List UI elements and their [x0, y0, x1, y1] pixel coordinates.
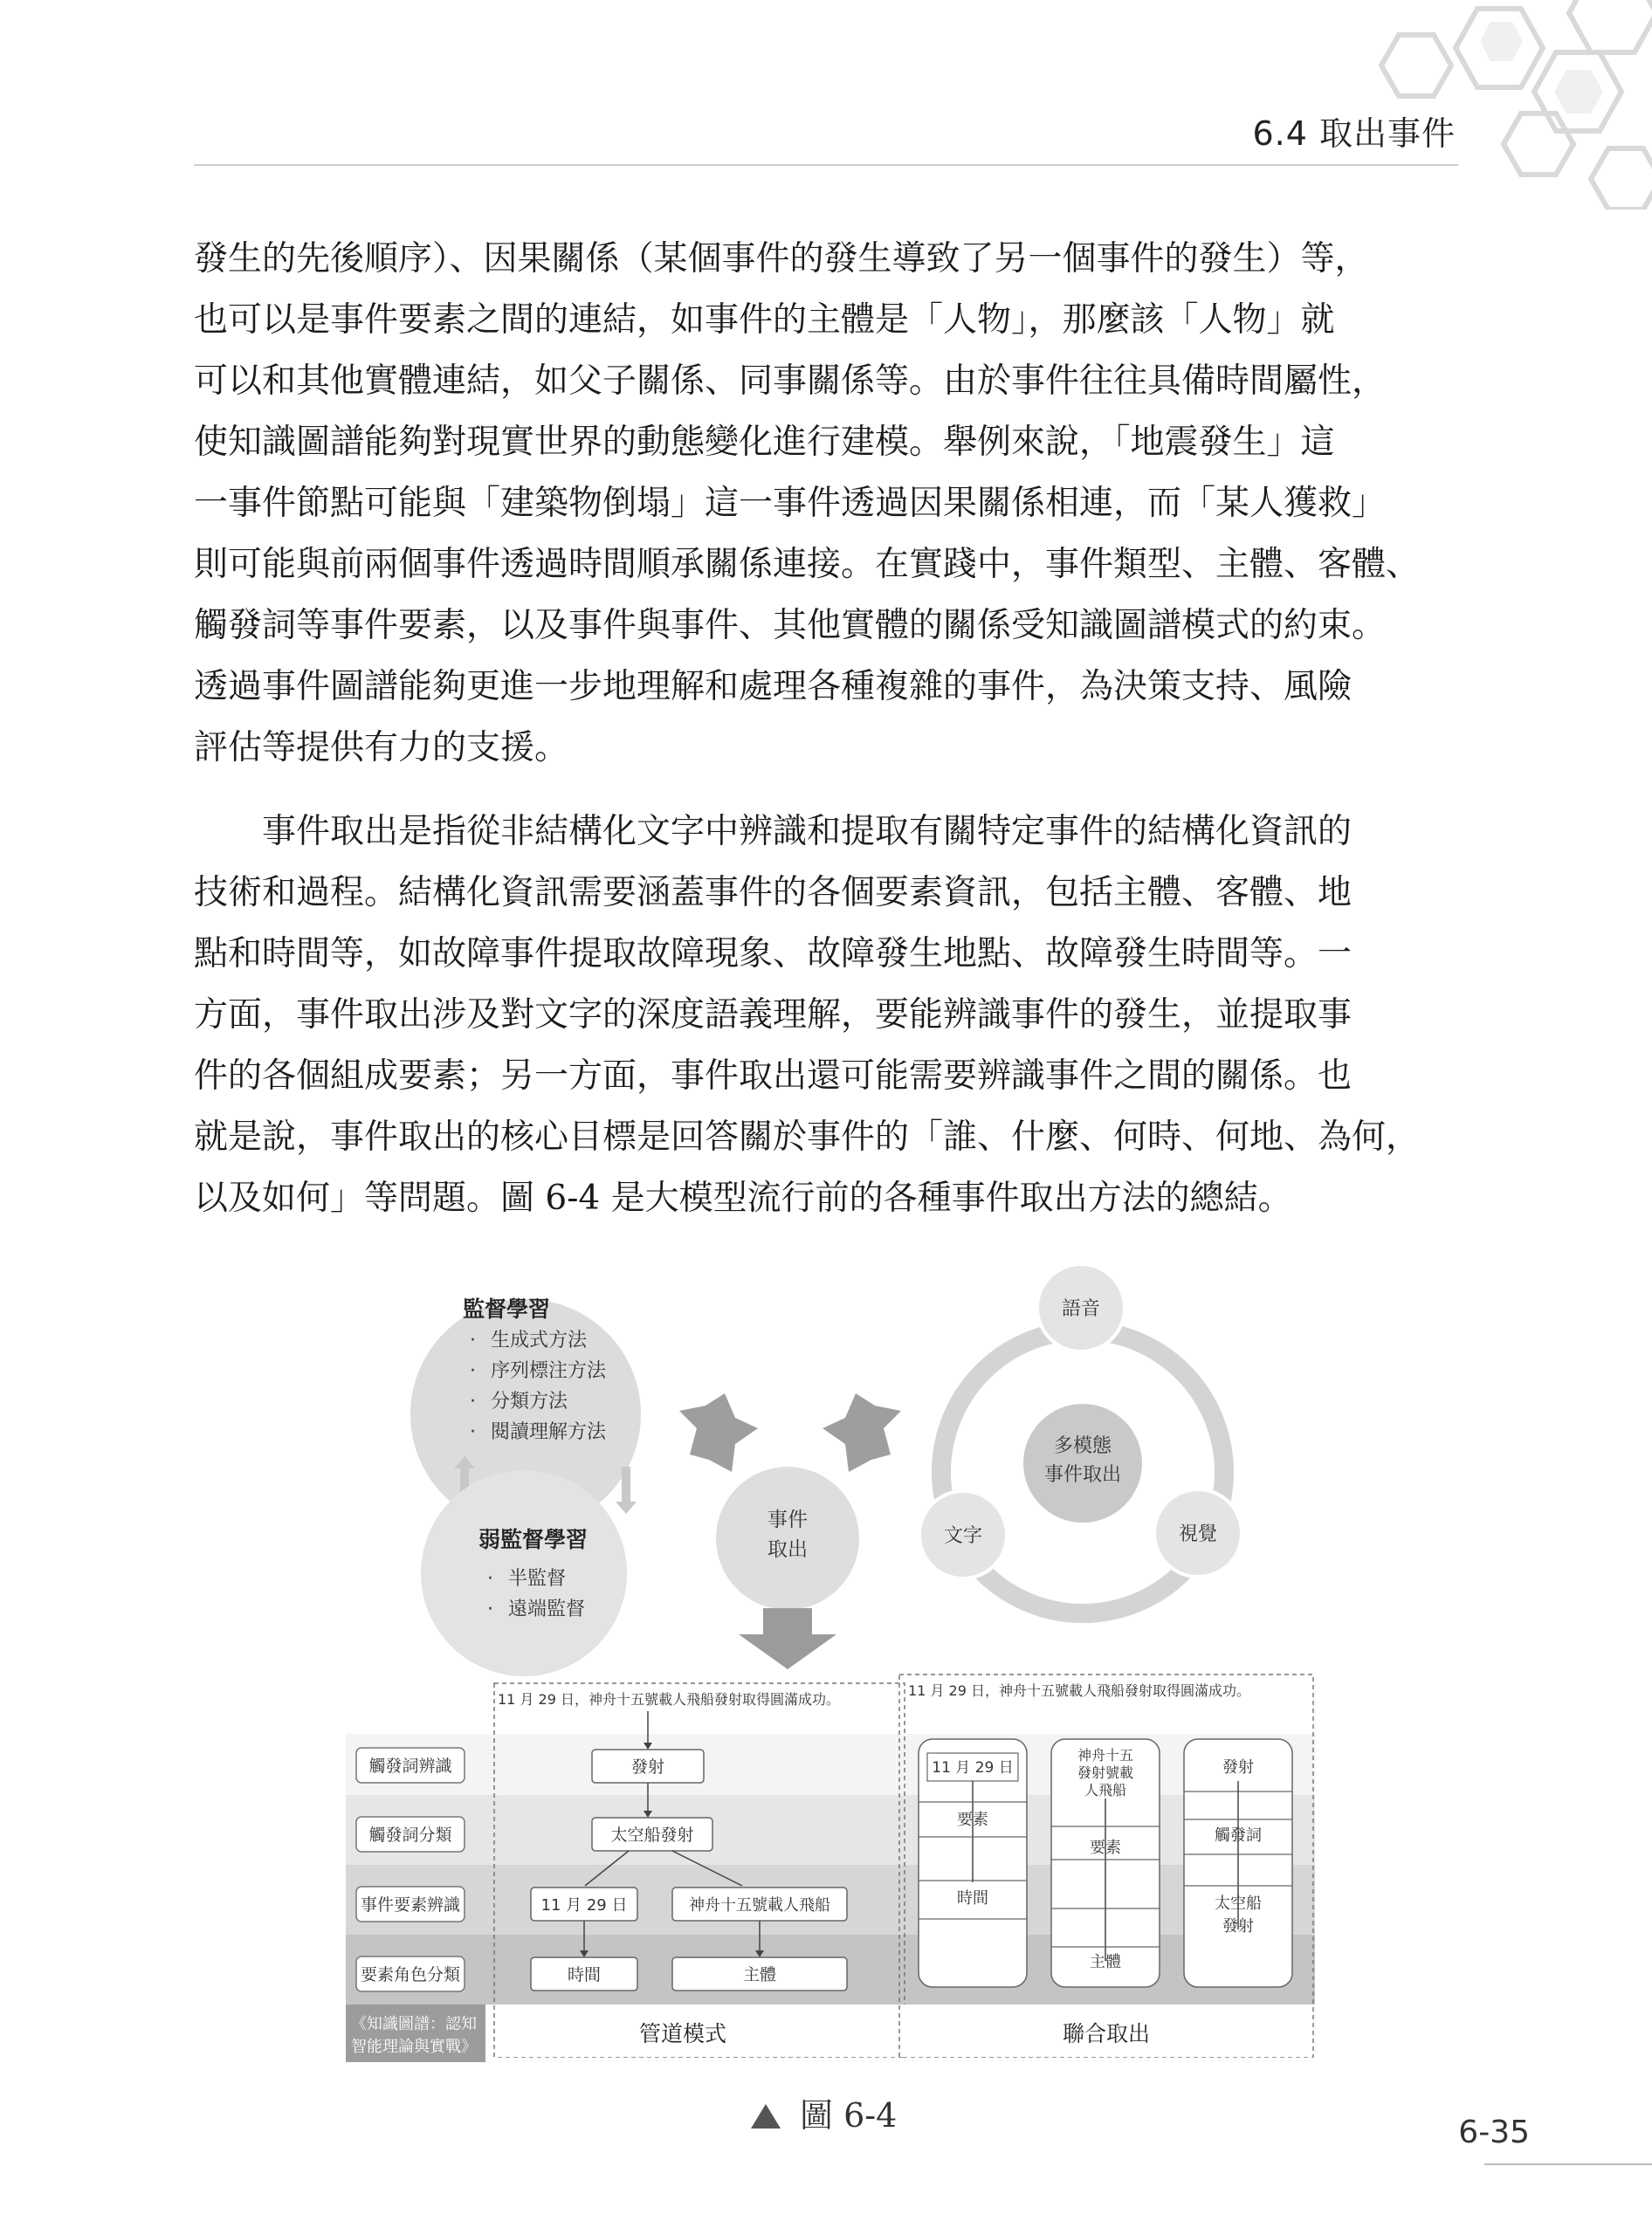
- watermark-text: 智能理論與實戰》: [351, 2038, 477, 2056]
- joint-col2-item: 要素: [1090, 1839, 1121, 1857]
- text-line: 方面，事件取出涉及對文字的深度語義理解，要能辨識事件的發生，並提取事: [194, 995, 1353, 1035]
- svg-text:·: ·: [470, 1421, 476, 1443]
- watermark-text: 《知識圖譜：認知: [351, 2015, 477, 2033]
- supervised-title: 監督學習: [463, 1296, 551, 1322]
- supervised-item: 序列標注方法: [491, 1360, 607, 1382]
- text-line: 觸發詞等事件要素，以及事件與事件、其他實體的關係受知識圖譜模式的約束。: [194, 606, 1387, 645]
- example-sentence: 11 月 29 日，神舟十五號載人飛船發射取得圓滿成功。: [908, 1682, 1250, 1699]
- text-line: 評估等提供有力的支援。: [194, 728, 569, 767]
- stage-band: [346, 1795, 1315, 1865]
- text-line: 透過事件圖譜能夠更進一步地理解和處理各種複雜的事件，為決策支持、風險: [194, 667, 1353, 706]
- vision-label: 視覺: [1178, 1523, 1218, 1545]
- text-line: 一事件節點可能與「建築物倒塌」這一事件透過因果關係相連，而「某人獲救」: [194, 484, 1387, 523]
- svg-text:·: ·: [470, 1330, 476, 1351]
- stage-band: [346, 1734, 1315, 1795]
- stage-label: 觸發詞辨識: [368, 1757, 452, 1776]
- stage-label: 觸發詞分類: [368, 1826, 452, 1845]
- weak-item: 遠端監督: [508, 1599, 586, 1620]
- text-line: 也可以是事件要素之間的連結，如事件的主體是「人物」，那麼該「人物」就: [194, 300, 1335, 340]
- weak-title: 弱監督學習: [478, 1527, 589, 1552]
- pipeline-label: 管道模式: [638, 2021, 727, 2046]
- joint-col3-item: 發射: [1222, 1758, 1254, 1777]
- pipeline-arg-subject: 神舟十五號載人飛船: [689, 1896, 830, 1915]
- joint-col2-top: 發射號載: [1077, 1764, 1134, 1781]
- text-line: 發生的先後順序）、因果關係（某個事件的發生導致了另一個事件的發生）等，: [194, 239, 1369, 279]
- text-line: 事件取出是指從非結構化文字中辨識和提取有關特定事件的結構化資訊的: [262, 812, 1353, 851]
- paragraph-1: [194, 229, 1460, 779]
- joint-col1-item: 時間: [957, 1889, 988, 1908]
- joint-col2-item: 主體: [1090, 1953, 1121, 1971]
- running-head: 6.4 取出事件: [1252, 114, 1456, 153]
- joint-label: 聯合取出: [1062, 2021, 1151, 2046]
- figure-caption-text: 圖 6-4: [800, 2096, 898, 2135]
- paragraph-2: [194, 801, 1460, 1229]
- example-sentence: 11 月 29 日，神舟十五號載人飛船發射取得圓滿成功。: [498, 1691, 840, 1708]
- multimodal-center: [1023, 1404, 1142, 1523]
- multimodal-center-label: 事件取出: [1043, 1464, 1122, 1486]
- svg-text:·: ·: [470, 1391, 476, 1413]
- triangle-icon: [751, 2104, 781, 2128]
- text-line: 使知識圖譜能夠對現實世界的動態變化進行建模。舉例來說，「地震發生」這: [194, 423, 1335, 462]
- text-line: 就是說，事件取出的核心目標是回答關於事件的「誰、什麼、何時、何地、為何，: [194, 1118, 1421, 1157]
- svg-text:·: ·: [487, 1568, 493, 1590]
- center-label: 事件: [767, 1509, 808, 1531]
- text-line: 技術和過程。結構化資訊需要涵蓋事件的各個要素資訊，包括主體、客體、地: [194, 873, 1353, 912]
- text-line: 可以和其他實體連結，如父子關係、同事關係等。由於事件往往具備時間屬性，: [194, 361, 1387, 401]
- arrow-up-right-icon: [823, 1393, 901, 1472]
- speech-label: 語音: [1061, 1298, 1101, 1320]
- pipeline-arg-time: 11 月 29 日: [540, 1896, 628, 1915]
- text-line: 件的各個組成要素；另一方面，事件取出還可能需要辨識事件之間的關係。也: [194, 1056, 1353, 1096]
- arrow-up-left-icon: [679, 1393, 758, 1472]
- supervised-item: 閱讀理解方法: [491, 1421, 607, 1443]
- joint-col3-item: 觸發詞: [1215, 1826, 1262, 1845]
- weak-item: 半監督: [508, 1568, 567, 1590]
- header-rule: [194, 164, 1458, 166]
- joint-col2-top: 人飛船: [1084, 1782, 1127, 1798]
- joint-col3-bottom: 發射: [1222, 1917, 1254, 1936]
- stage-label: 要素角色分類: [360, 1965, 461, 1984]
- pipeline-event-type: 太空船發射: [610, 1826, 694, 1845]
- hexagon-decoration: [1338, 0, 1652, 210]
- joint-col2-top: 神舟十五: [1077, 1747, 1134, 1764]
- page-number: 6-35: [1458, 2115, 1530, 2150]
- joint-col1-item: 要素: [957, 1811, 988, 1829]
- footer-rule: [1484, 2163, 1652, 2165]
- pipeline-trigger: 發射: [630, 1757, 665, 1777]
- svg-text:·: ·: [470, 1360, 476, 1382]
- text-line: 點和時間等，如故障事件提取故障現象、故障發生地點、故障發生時間等。一: [194, 934, 1353, 973]
- figure-caption: [751, 2088, 897, 2136]
- svg-text:·: ·: [487, 1599, 493, 1620]
- text-line: 則可能與前兩個事件透過時間順承關係連接。在實踐中，事件類型、主體、客體、: [194, 545, 1421, 584]
- supervised-item: 分類方法: [491, 1391, 568, 1413]
- supervised-item: 生成式方法: [491, 1330, 588, 1351]
- figure-6-4: [341, 1257, 1318, 2078]
- multimodal-center-label: 多模態: [1053, 1435, 1112, 1457]
- joint-col3-bottom: 太空船: [1215, 1895, 1262, 1913]
- pipeline-role-subject: 主體: [742, 1965, 777, 1984]
- pipeline-role-time: 時間: [567, 1965, 602, 1984]
- center-label: 取出: [767, 1538, 808, 1561]
- stage-label: 事件要素辨識: [360, 1895, 461, 1915]
- down-arrow-icon: [739, 1608, 836, 1669]
- text-line: 以及如何」等問題。圖 6-4 是大模型流行前的各種事件取出方法的總結。: [194, 1179, 1292, 1218]
- joint-col1-item: 11 月 29 日: [932, 1759, 1014, 1777]
- text-label: 文字: [943, 1525, 983, 1547]
